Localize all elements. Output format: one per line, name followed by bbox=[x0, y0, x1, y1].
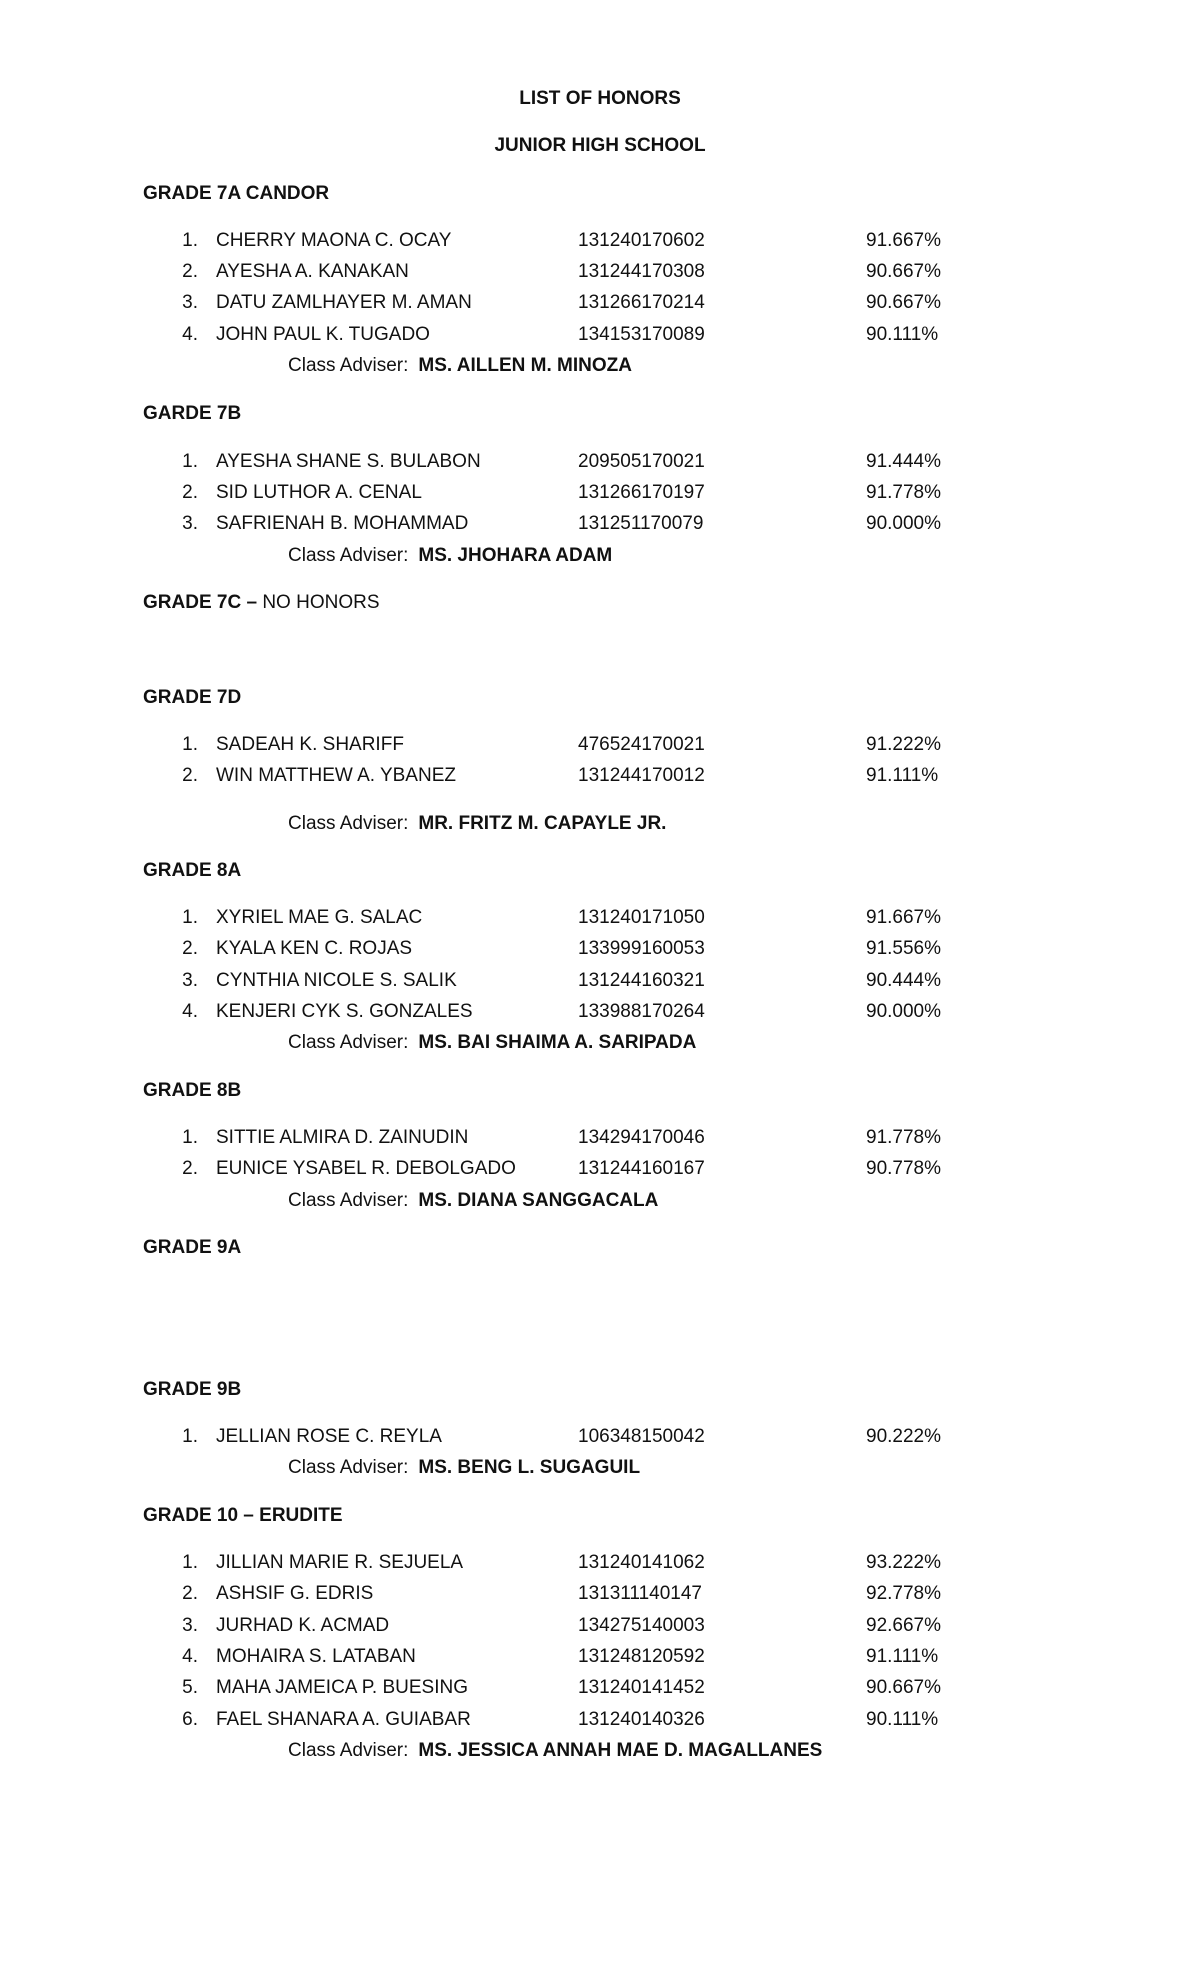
student-name: KYALA KEN C. ROJAS bbox=[216, 938, 413, 959]
row-number: 1. bbox=[182, 230, 198, 251]
student-name: MAHA JAMEICA P. BUESING bbox=[216, 1677, 469, 1698]
honor-row bbox=[0, 292, 1200, 320]
student-name: MOHAIRA S. LATABAN bbox=[216, 1646, 416, 1667]
class-adviser-name: MS. BENG L. SUGAGUIL bbox=[418, 1457, 641, 1478]
class-adviser-label: Class Adviser: bbox=[288, 813, 409, 834]
honor-row bbox=[0, 451, 1200, 479]
row-number: 3. bbox=[182, 970, 198, 991]
row-number: 1. bbox=[182, 1127, 198, 1148]
student-name: JOHN PAUL K. TUGADO bbox=[216, 324, 430, 345]
student-lrn: 131266170214 bbox=[578, 292, 705, 313]
section-heading-grade-7c-title: GRADE 7C – bbox=[143, 592, 258, 613]
student-lrn: 134294170046 bbox=[578, 1127, 705, 1148]
student-average: 90.222% bbox=[866, 1426, 942, 1447]
student-name: SITTIE ALMIRA D. ZAINUDIN bbox=[216, 1127, 469, 1148]
honor-row bbox=[0, 970, 1200, 998]
honor-row bbox=[0, 734, 1200, 762]
class-adviser-label: Class Adviser: bbox=[288, 1457, 409, 1478]
row-number: 6. bbox=[182, 1709, 198, 1730]
row-number: 1. bbox=[182, 451, 198, 472]
row-number: 3. bbox=[182, 292, 198, 313]
student-name: ASHSIF G. EDRIS bbox=[216, 1583, 374, 1604]
student-name: KENJERI CYK S. GONZALES bbox=[216, 1001, 473, 1022]
student-lrn: 131266170197 bbox=[578, 482, 705, 503]
student-name: JELLIAN ROSE C. REYLA bbox=[216, 1426, 442, 1447]
student-lrn: 131240141062 bbox=[578, 1552, 705, 1573]
row-number: 5. bbox=[182, 1677, 198, 1698]
student-average: 92.778% bbox=[866, 1583, 942, 1604]
class-adviser-name: MS. AILLEN M. MINOZA bbox=[418, 355, 632, 376]
student-name: FAEL SHANARA A. GUIABAR bbox=[216, 1709, 471, 1730]
student-average: 91.444% bbox=[866, 451, 942, 472]
honor-row bbox=[0, 482, 1200, 510]
student-name: CYNTHIA NICOLE S. SALIK bbox=[216, 970, 457, 991]
student-average: 90.444% bbox=[866, 970, 942, 991]
student-average: 91.667% bbox=[866, 907, 942, 928]
student-lrn: 131311140147 bbox=[578, 1583, 702, 1604]
honor-row bbox=[0, 1552, 1200, 1580]
class-adviser-name: MS. JHOHARA ADAM bbox=[418, 545, 613, 566]
student-average: 91.111% bbox=[866, 1646, 939, 1667]
student-average: 91.111% bbox=[866, 765, 939, 786]
student-lrn: 131244160321 bbox=[578, 970, 705, 991]
student-lrn: 134153170089 bbox=[578, 324, 705, 345]
class-adviser-line bbox=[288, 813, 666, 835]
student-name: JURHAD K. ACMAD bbox=[216, 1615, 390, 1636]
student-name: XYRIEL MAE G. SALAC bbox=[216, 907, 423, 928]
student-name: JILLIAN MARIE R. SEJUELA bbox=[216, 1552, 464, 1573]
student-lrn: 106348150042 bbox=[578, 1426, 705, 1447]
student-name: CHERRY MAONA C. OCAY bbox=[216, 230, 452, 251]
honor-row bbox=[0, 1583, 1200, 1611]
student-average: 90.111% bbox=[866, 1709, 939, 1730]
student-lrn: 131240170602 bbox=[578, 230, 705, 251]
honor-row bbox=[0, 261, 1200, 289]
row-number: 1. bbox=[182, 734, 198, 755]
honor-row bbox=[0, 230, 1200, 258]
row-number: 2. bbox=[182, 938, 198, 959]
section-heading-grade-8b: GRADE 8B bbox=[143, 1080, 242, 1101]
student-lrn: 131244170012 bbox=[578, 765, 705, 786]
class-adviser-name: MS. BAI SHAIMA A. SARIPADA bbox=[418, 1032, 697, 1053]
honor-row bbox=[0, 1158, 1200, 1186]
row-number: 1. bbox=[182, 1426, 198, 1447]
student-name: AYESHA SHANE S. BULABON bbox=[216, 451, 481, 472]
section-heading-grade-7a: GRADE 7A CANDOR bbox=[143, 183, 330, 204]
honor-row bbox=[0, 1001, 1200, 1029]
row-number: 4. bbox=[182, 1646, 198, 1667]
student-average: 93.222% bbox=[866, 1552, 942, 1573]
honor-row bbox=[0, 938, 1200, 966]
class-adviser-label: Class Adviser: bbox=[288, 1190, 409, 1211]
class-adviser-label: Class Adviser: bbox=[288, 1032, 409, 1053]
row-number: 2. bbox=[182, 1583, 198, 1604]
student-average: 92.667% bbox=[866, 1615, 942, 1636]
row-number: 2. bbox=[182, 482, 198, 503]
no-honors-note: NO HONORS bbox=[262, 592, 380, 613]
row-number: 1. bbox=[182, 907, 198, 928]
section-heading-grade-8a: GRADE 8A bbox=[143, 860, 242, 881]
section-heading-grade-7b: GARDE 7B bbox=[143, 403, 242, 424]
section-heading-grade-9b: GRADE 9B bbox=[143, 1379, 242, 1400]
student-name: WIN MATTHEW A. YBANEZ bbox=[216, 765, 456, 786]
class-adviser-line bbox=[288, 1190, 658, 1212]
student-name: SAFRIENAH B. MOHAMMAD bbox=[216, 513, 469, 534]
class-adviser-label: Class Adviser: bbox=[288, 545, 409, 566]
class-adviser-line bbox=[288, 355, 632, 377]
student-average: 91.556% bbox=[866, 938, 942, 959]
student-lrn: 131244170308 bbox=[578, 261, 705, 282]
honor-row bbox=[0, 324, 1200, 352]
honor-row bbox=[0, 1646, 1200, 1674]
student-lrn: 131244160167 bbox=[578, 1158, 705, 1179]
student-average: 90.000% bbox=[866, 513, 942, 534]
student-average: 90.000% bbox=[866, 1001, 942, 1022]
honor-row bbox=[0, 1677, 1200, 1705]
student-average: 90.667% bbox=[866, 261, 942, 282]
student-name: AYESHA A. KANAKAN bbox=[216, 261, 409, 282]
class-adviser-name: MS. DIANA SANGGACALA bbox=[418, 1190, 659, 1211]
student-name: SID LUTHOR A. CENAL bbox=[216, 482, 422, 503]
section-heading-grade-10: GRADE 10 – ERUDITE bbox=[143, 1505, 343, 1526]
student-name: SADEAH K. SHARIFF bbox=[216, 734, 404, 755]
honor-row bbox=[0, 1127, 1200, 1155]
class-adviser-name: MR. FRITZ M. CAPAYLE JR. bbox=[418, 813, 667, 834]
student-lrn: 133988170264 bbox=[578, 1001, 705, 1022]
honor-row bbox=[0, 1615, 1200, 1643]
row-number: 3. bbox=[182, 513, 198, 534]
honor-row bbox=[0, 1709, 1200, 1737]
student-lrn: 134275140003 bbox=[578, 1615, 705, 1636]
class-adviser-label: Class Adviser: bbox=[288, 1740, 409, 1761]
row-number: 1. bbox=[182, 1552, 198, 1573]
student-lrn: 131248120592 bbox=[578, 1646, 705, 1667]
row-number: 3. bbox=[182, 1615, 198, 1636]
student-lrn: 131240171050 bbox=[578, 907, 705, 928]
honor-row bbox=[0, 513, 1200, 541]
student-lrn: 131240140326 bbox=[578, 1709, 705, 1730]
honor-row bbox=[0, 765, 1200, 793]
section-heading-grade-9a: GRADE 9A bbox=[143, 1237, 242, 1258]
student-average: 90.778% bbox=[866, 1158, 942, 1179]
class-adviser-line bbox=[288, 545, 612, 567]
class-adviser-name: MS. JESSICA ANNAH MAE D. MAGALLANES bbox=[418, 1740, 823, 1761]
row-number: 2. bbox=[182, 261, 198, 282]
class-adviser-line bbox=[288, 1740, 822, 1762]
class-adviser-line bbox=[288, 1032, 696, 1054]
student-lrn: 476524170021 bbox=[578, 734, 705, 755]
row-number: 4. bbox=[182, 324, 198, 345]
student-lrn: 131240141452 bbox=[578, 1677, 705, 1698]
student-average: 91.222% bbox=[866, 734, 942, 755]
class-adviser-label: Class Adviser: bbox=[288, 355, 409, 376]
row-number: 4. bbox=[182, 1001, 198, 1022]
student-average: 90.667% bbox=[866, 292, 942, 313]
student-average: 90.667% bbox=[866, 1677, 942, 1698]
student-average: 91.778% bbox=[866, 1127, 942, 1148]
student-lrn: 133999160053 bbox=[578, 938, 705, 959]
student-name: DATU ZAMLHAYER M. AMAN bbox=[216, 292, 472, 313]
section-heading-grade-7c bbox=[143, 592, 380, 614]
row-number: 2. bbox=[182, 765, 198, 786]
document-subtitle: JUNIOR HIGH SCHOOL bbox=[494, 135, 706, 156]
honor-row bbox=[0, 1426, 1200, 1454]
section-heading-grade-7d: GRADE 7D bbox=[143, 687, 242, 708]
class-adviser-line bbox=[288, 1457, 640, 1479]
student-average: 91.778% bbox=[866, 482, 942, 503]
honor-row bbox=[0, 907, 1200, 935]
student-average: 90.111% bbox=[866, 324, 939, 345]
row-number: 2. bbox=[182, 1158, 198, 1179]
student-lrn: 131251170079 bbox=[578, 513, 704, 534]
student-name: EUNICE YSABEL R. DEBOLGADO bbox=[216, 1158, 516, 1179]
student-lrn: 209505170021 bbox=[578, 451, 705, 472]
document-title: LIST OF HONORS bbox=[519, 88, 681, 109]
student-average: 91.667% bbox=[866, 230, 942, 251]
